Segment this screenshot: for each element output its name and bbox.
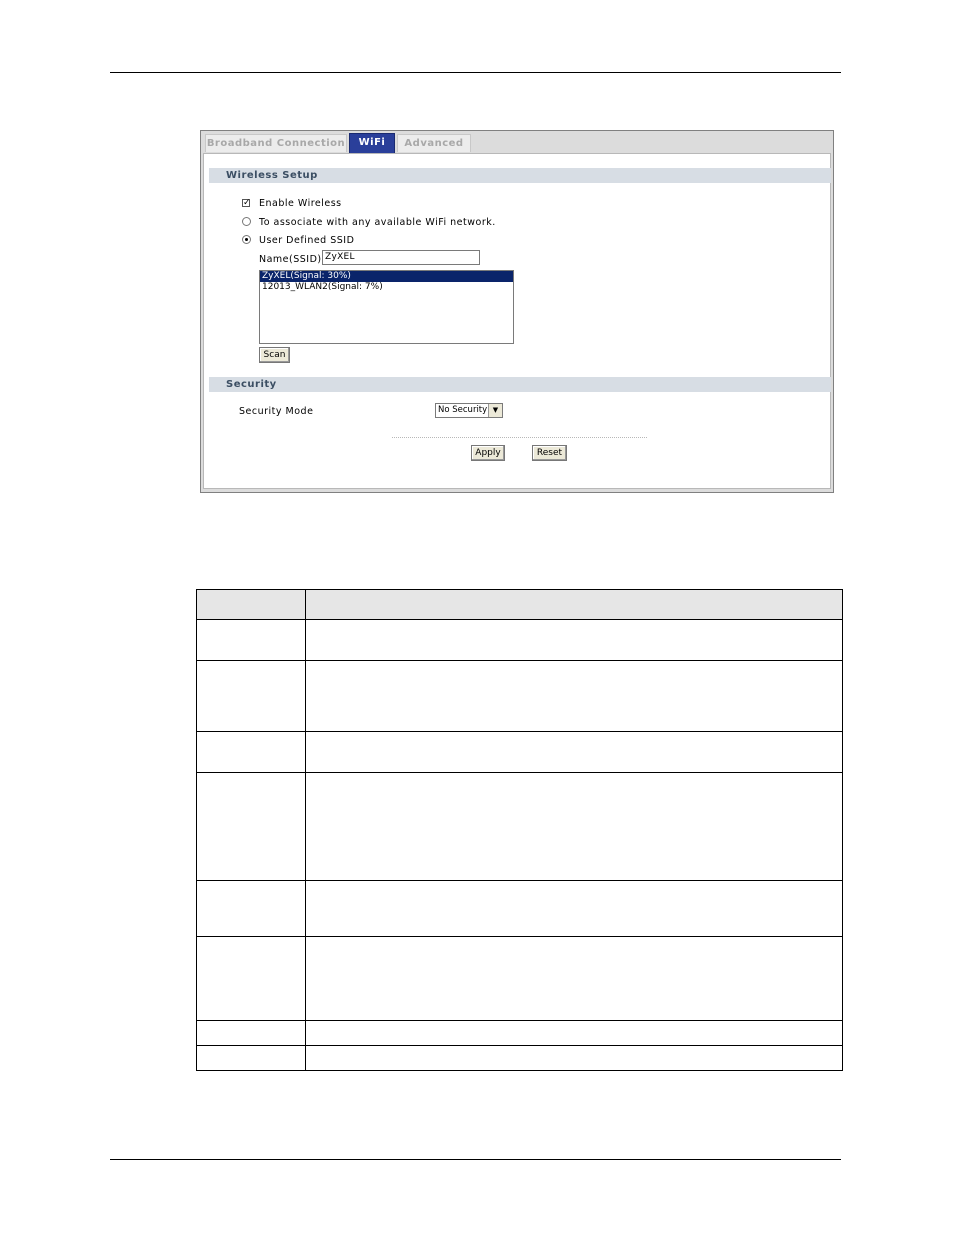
table-row <box>197 937 843 1021</box>
wireless-setup-header: Wireless Setup <box>209 168 831 183</box>
table-cell <box>197 1021 306 1046</box>
user-defined-ssid-radio[interactable] <box>242 235 251 244</box>
security-header: Security <box>209 377 831 392</box>
table-cell <box>197 661 306 732</box>
apply-button[interactable]: Apply <box>471 445 505 461</box>
table-row <box>197 881 843 937</box>
table-cell <box>197 937 306 1021</box>
reset-button[interactable]: Reset <box>532 445 567 461</box>
table-row <box>197 1046 843 1071</box>
field-description-table <box>196 589 843 1071</box>
table-cell <box>197 732 306 773</box>
associate-any-label: To associate with any available WiFi network. <box>259 217 496 228</box>
tab-advanced[interactable]: Advanced <box>397 134 471 152</box>
table-header-row <box>197 590 843 620</box>
tab-broadband-connection[interactable]: Broadband Connection <box>205 134 347 152</box>
security-mode-select[interactable] <box>435 403 503 418</box>
security-mode-value: No Security <box>438 405 488 415</box>
table-cell <box>306 661 843 732</box>
table-cell <box>306 773 843 881</box>
divider <box>392 437 647 438</box>
tab-bar <box>203 134 831 155</box>
table-cell <box>306 732 843 773</box>
ssid-name-input[interactable]: ZyXEL <box>322 250 480 265</box>
footer-rule <box>110 1159 841 1160</box>
table-cell <box>306 1021 843 1046</box>
enable-wireless-label: Enable Wireless <box>259 198 342 209</box>
security-mode-label: Security Mode <box>239 406 314 417</box>
table-header-cell <box>197 590 306 620</box>
table-cell <box>197 1046 306 1071</box>
table-cell <box>197 881 306 937</box>
table-cell <box>197 773 306 881</box>
wifi-panel <box>203 153 831 489</box>
table-row <box>197 1021 843 1046</box>
table-cell <box>306 620 843 661</box>
table-cell <box>306 1046 843 1071</box>
wifi-screenshot <box>200 130 834 493</box>
table-cell <box>197 620 306 661</box>
network-list[interactable] <box>259 270 514 344</box>
network-list-item[interactable]: 12013_WLAN2(Signal: 7%) <box>262 282 383 292</box>
tab-wifi[interactable]: WiFi <box>349 133 395 153</box>
network-list-item[interactable]: ZyXEL(Signal: 30%) <box>260 271 513 282</box>
associate-any-radio[interactable] <box>242 217 251 226</box>
table-row <box>197 773 843 881</box>
ssid-name-label: Name(SSID) <box>259 254 322 265</box>
header-rule <box>110 72 841 73</box>
enable-wireless-checkbox[interactable]: ✓ <box>243 198 251 208</box>
scan-button[interactable]: Scan <box>259 347 290 363</box>
table-row <box>197 732 843 773</box>
user-defined-ssid-label: User Defined SSID <box>259 235 355 246</box>
table-row <box>197 620 843 661</box>
chevron-down-icon[interactable]: ▼ <box>488 404 502 417</box>
table-header-cell <box>306 590 843 620</box>
table-cell <box>306 881 843 937</box>
table-row <box>197 661 843 732</box>
table-cell <box>306 937 843 1021</box>
